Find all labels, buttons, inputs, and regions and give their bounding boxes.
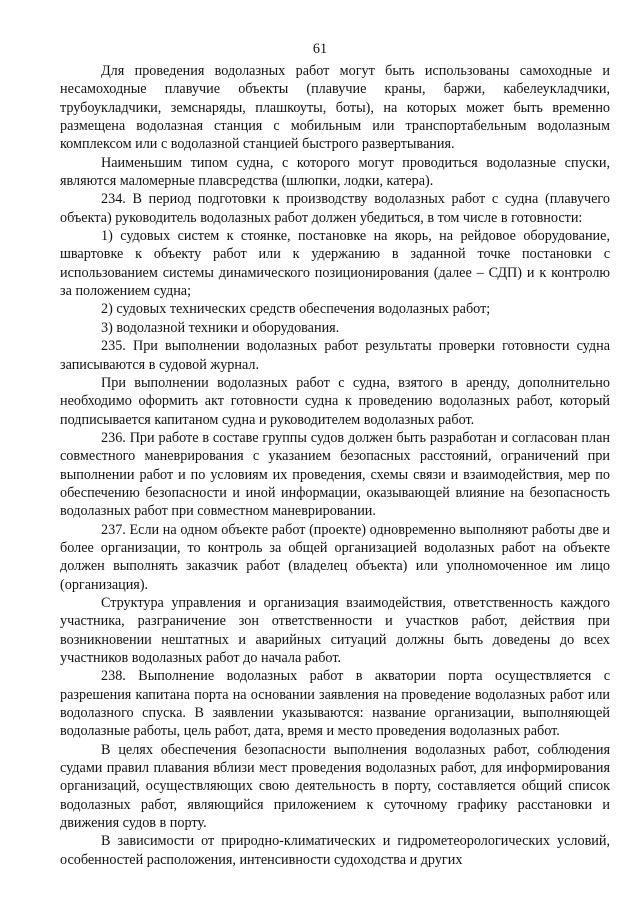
list-item-2: 2) судовых технических средств обеспечения водолазных работ; [101, 301, 491, 318]
page-number: 61 [312, 41, 328, 57]
document-body [60, 62, 610, 869]
paragraph-management-structure: Структура управления и организация взаимодействия, ответственность каждого участника, разграничение зон ответственности и участков работ, действия при возникновении нештатных и аварийных ситуаций должны быть доведены до всех участников водолазных работ до начала работ. [60, 594, 610, 666]
paragraph-237: 237. Если на одном объекте работ (проекте) одновременно выполняют работы две и более организации, то контроль за общей организацией водолазных работ на объекте должен выполнять заказчик работ (владелец объекта) или уполномоченное им лицо (организация). [60, 521, 610, 593]
paragraph-235: 235. При выполнении водолазных работ результаты проверки готовности судна записываются в судовой журнал. [60, 338, 610, 373]
paragraph-236: 236. При работе в составе группы судов должен быть разработан и согласован план совместного маневрирования с указанием безопасных расстояний, ограничений при выполнении работ и по условиям их проведения, схемы связи и взаимодействия, мер по обеспечению безопасности и иной информации, оказывающей влияние на безопасность водолазных работ при совместном маневрировании. [60, 429, 610, 520]
list-item-1: 1) судовых систем к стоянке, постановке на якорь, на рейдовое оборудование, швартовке к объекту работ или к удержанию в заданной точке постановки с использованием системы динамического позиционирования (далее – СДП) и к контролю за положением судна; [60, 228, 610, 300]
paragraph-rented-vessel: При выполнении водолазных работ с судна, взятого в аренду, дополнительно необходимо оформить акт готовности судна к проведению водолазных работ, который подписывается капитаном судна и руководителем водолазных работ. [60, 374, 610, 428]
paragraph-safety-list: В целях обеспечения безопасности выполнения водолазных работ, соблюдения судами правил плавания вблизи мест проведения водолазных работ, для информирования организаций, осуществляющих свою деятельность в порту, составляется общий список водолазных работ, являющийся приложением к суточному графику расстановки и движения судов в порту. [60, 741, 610, 832]
paragraph-floating-objects: Для проведения водолазных работ могут быть использованы самоходные и несамоходные плавучие объекты (плавучие краны, баржи, кабелеукладчики, трубоукладчики, земснаряды, плашкоуты, боты), на которых может быть временно размещена водолазная станция с мобильным или транспортабельным водолазным комплексом или с водолазной станцией быстрого развертывания. [60, 63, 610, 153]
paragraph-conditions: В зависимости от природно-климатических и гидрометеорологических условий, особенностей расположения, интенсивности судоходства и других [60, 833, 610, 868]
paragraph-234: 234. В период подготовки к производству водолазных работ с судна (плавучего объекта) руководитель водолазных работ должен убедиться, в том числе в готовности: [60, 191, 610, 226]
paragraph-smallest-vessel: Наименьшим типом судна, с которого могут проводиться водолазные спуски, являются маломерные плавсредства (шлюпки, лодки, катера). [60, 154, 610, 190]
list-item-3: 3) водолазной техники и оборудования. [101, 319, 340, 336]
paragraph-238: 238. Выполнение водолазных работ в акватории порта осуществляется с разрешения капитана порта на основании заявления на проведение водолазных работ или водолазного спуска. В заявлении указываются: название организации, выполняющей водолазные работы, цель работ, дата, время и место проведения водолазных работ. [60, 668, 610, 740]
